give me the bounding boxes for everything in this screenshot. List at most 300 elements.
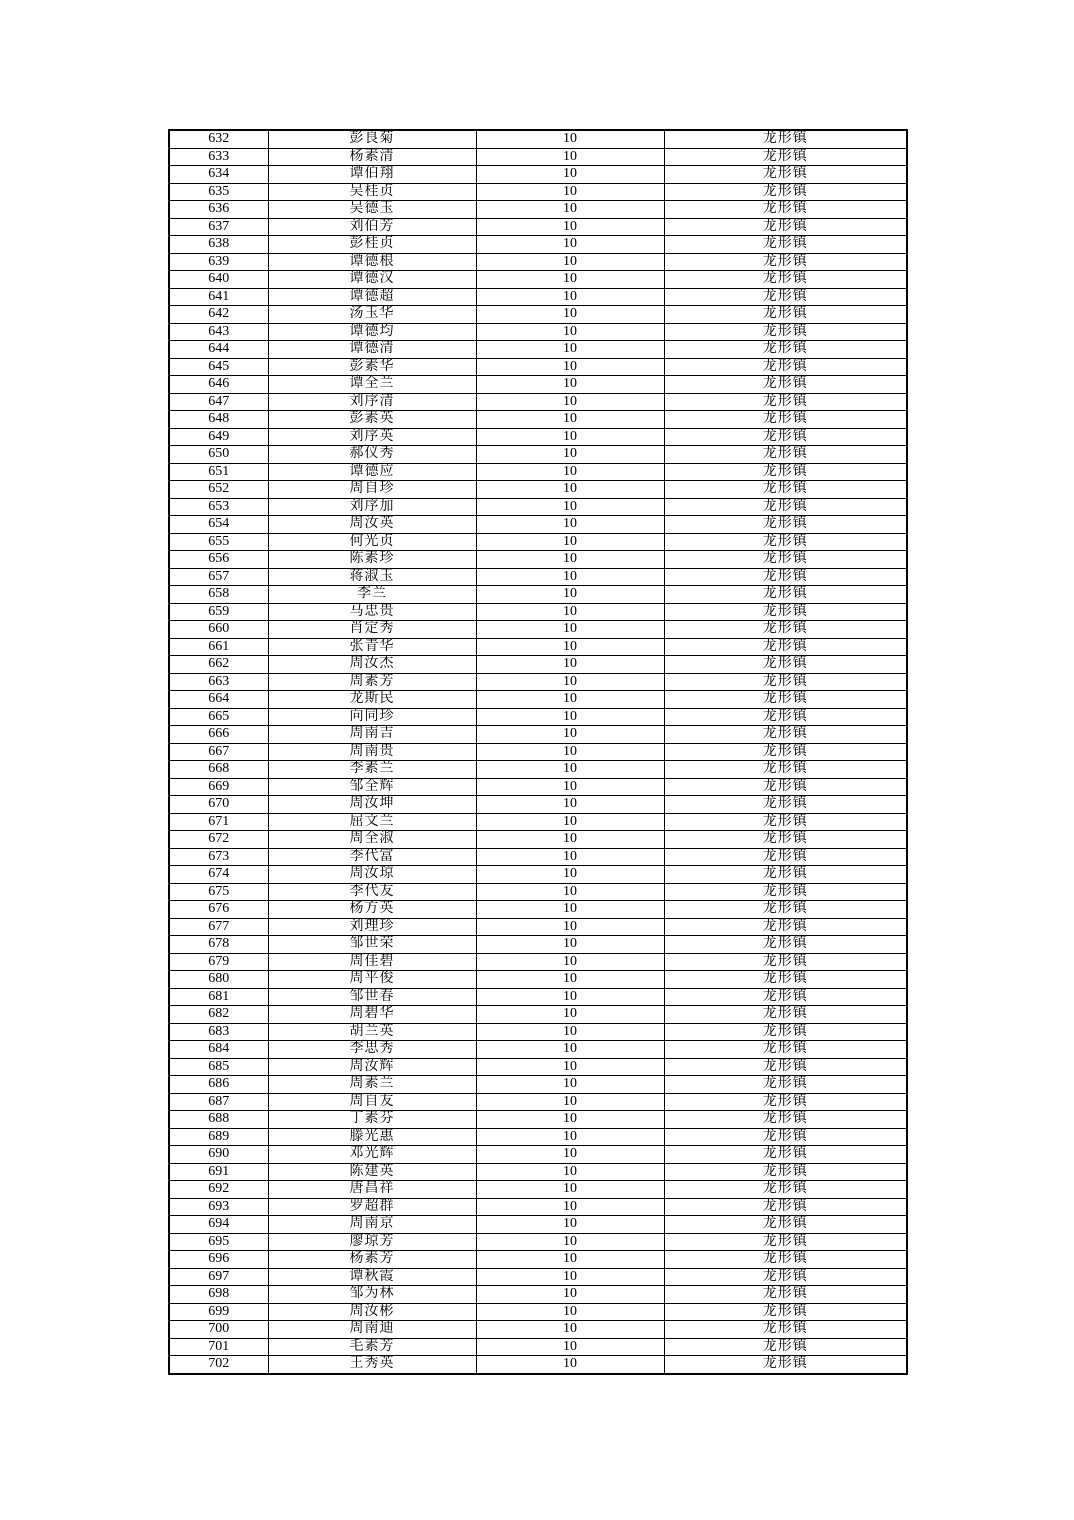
name-cell: 刘序加 bbox=[268, 498, 476, 516]
row-number-cell: 669 bbox=[169, 778, 268, 796]
table-row bbox=[169, 148, 907, 166]
name-cell: 谭德清 bbox=[268, 341, 476, 359]
table-row bbox=[169, 166, 907, 184]
row-number-cell: 673 bbox=[169, 848, 268, 866]
name-cell: 李素兰 bbox=[268, 761, 476, 779]
table-row bbox=[169, 1128, 907, 1146]
amount-cell: 10 bbox=[476, 603, 664, 621]
amount-cell: 10 bbox=[476, 236, 664, 254]
table-row bbox=[169, 236, 907, 254]
name-cell: 杨方英 bbox=[268, 901, 476, 919]
table-row bbox=[169, 743, 907, 761]
amount-cell: 10 bbox=[476, 498, 664, 516]
table-row bbox=[169, 551, 907, 569]
amount-cell: 10 bbox=[476, 796, 664, 814]
table-row bbox=[169, 1216, 907, 1234]
town-cell: 龙形镇 bbox=[664, 306, 907, 324]
table-row bbox=[169, 586, 907, 604]
town-cell: 龙形镇 bbox=[664, 796, 907, 814]
amount-cell: 10 bbox=[476, 1216, 664, 1234]
amount-cell: 10 bbox=[476, 726, 664, 744]
town-cell: 龙形镇 bbox=[664, 1338, 907, 1356]
town-cell: 龙形镇 bbox=[664, 1006, 907, 1024]
row-number-cell: 678 bbox=[169, 936, 268, 954]
row-number-cell: 658 bbox=[169, 586, 268, 604]
row-number-cell: 670 bbox=[169, 796, 268, 814]
name-cell: 杨素芳 bbox=[268, 1251, 476, 1269]
name-cell: 丁素芬 bbox=[268, 1111, 476, 1129]
town-cell: 龙形镇 bbox=[664, 516, 907, 534]
town-cell: 龙形镇 bbox=[664, 813, 907, 831]
table-row bbox=[169, 393, 907, 411]
town-cell: 龙形镇 bbox=[664, 1286, 907, 1304]
name-cell: 滕光惠 bbox=[268, 1128, 476, 1146]
town-cell: 龙形镇 bbox=[664, 288, 907, 306]
table-row bbox=[169, 288, 907, 306]
amount-cell: 10 bbox=[476, 1286, 664, 1304]
row-number-cell: 649 bbox=[169, 428, 268, 446]
name-cell: 周自友 bbox=[268, 1093, 476, 1111]
row-number-cell: 679 bbox=[169, 953, 268, 971]
amount-cell: 10 bbox=[476, 953, 664, 971]
town-cell: 龙形镇 bbox=[664, 236, 907, 254]
table-row bbox=[169, 1111, 907, 1129]
row-number-cell: 632 bbox=[169, 130, 268, 148]
row-number-cell: 689 bbox=[169, 1128, 268, 1146]
row-number-cell: 680 bbox=[169, 971, 268, 989]
town-cell: 龙形镇 bbox=[664, 1076, 907, 1094]
table-row bbox=[169, 341, 907, 359]
row-number-cell: 676 bbox=[169, 901, 268, 919]
row-number-cell: 692 bbox=[169, 1181, 268, 1199]
amount-cell: 10 bbox=[476, 936, 664, 954]
amount-cell: 10 bbox=[476, 1146, 664, 1164]
row-number-cell: 639 bbox=[169, 253, 268, 271]
town-cell: 龙形镇 bbox=[664, 1251, 907, 1269]
row-number-cell: 634 bbox=[169, 166, 268, 184]
town-cell: 龙形镇 bbox=[664, 708, 907, 726]
row-number-cell: 665 bbox=[169, 708, 268, 726]
table-row bbox=[169, 1338, 907, 1356]
amount-cell: 10 bbox=[476, 166, 664, 184]
name-cell: 何光贞 bbox=[268, 533, 476, 551]
name-cell: 罗超群 bbox=[268, 1198, 476, 1216]
name-cell: 向同珍 bbox=[268, 708, 476, 726]
name-cell: 周汝坤 bbox=[268, 796, 476, 814]
town-cell: 龙形镇 bbox=[664, 743, 907, 761]
town-cell: 龙形镇 bbox=[664, 1216, 907, 1234]
amount-cell: 10 bbox=[476, 1111, 664, 1129]
name-cell: 周全淑 bbox=[268, 831, 476, 849]
row-number-cell: 641 bbox=[169, 288, 268, 306]
row-number-cell: 640 bbox=[169, 271, 268, 289]
table-row bbox=[169, 708, 907, 726]
amount-cell: 10 bbox=[476, 691, 664, 709]
name-cell: 彭桂贞 bbox=[268, 236, 476, 254]
town-cell: 龙形镇 bbox=[664, 1321, 907, 1339]
amount-cell: 10 bbox=[476, 673, 664, 691]
row-number-cell: 659 bbox=[169, 603, 268, 621]
town-cell: 龙形镇 bbox=[664, 1128, 907, 1146]
row-number-cell: 656 bbox=[169, 551, 268, 569]
row-number-cell: 694 bbox=[169, 1216, 268, 1234]
amount-cell: 10 bbox=[476, 218, 664, 236]
name-cell: 周平俊 bbox=[268, 971, 476, 989]
amount-cell: 10 bbox=[476, 516, 664, 534]
name-cell: 谭德超 bbox=[268, 288, 476, 306]
table-row bbox=[169, 271, 907, 289]
name-cell: 周自珍 bbox=[268, 481, 476, 499]
name-cell: 唐昌祥 bbox=[268, 1181, 476, 1199]
name-cell: 谭伯翔 bbox=[268, 166, 476, 184]
town-cell: 龙形镇 bbox=[664, 271, 907, 289]
amount-cell: 10 bbox=[476, 1338, 664, 1356]
amount-cell: 10 bbox=[476, 1198, 664, 1216]
amount-cell: 10 bbox=[476, 1268, 664, 1286]
name-cell: 王秀英 bbox=[268, 1356, 476, 1374]
row-number-cell: 684 bbox=[169, 1041, 268, 1059]
name-cell: 龙斯民 bbox=[268, 691, 476, 709]
name-cell: 李思秀 bbox=[268, 1041, 476, 1059]
town-cell: 龙形镇 bbox=[664, 936, 907, 954]
town-cell: 龙形镇 bbox=[664, 1163, 907, 1181]
town-cell: 龙形镇 bbox=[664, 568, 907, 586]
row-number-cell: 685 bbox=[169, 1058, 268, 1076]
row-number-cell: 661 bbox=[169, 638, 268, 656]
table-row bbox=[169, 656, 907, 674]
table-row bbox=[169, 761, 907, 779]
amount-cell: 10 bbox=[476, 656, 664, 674]
amount-cell: 10 bbox=[476, 428, 664, 446]
row-number-cell: 667 bbox=[169, 743, 268, 761]
town-cell: 龙形镇 bbox=[664, 586, 907, 604]
town-cell: 龙形镇 bbox=[664, 1023, 907, 1041]
town-cell: 龙形镇 bbox=[664, 166, 907, 184]
table-row bbox=[169, 603, 907, 621]
amount-cell: 10 bbox=[476, 813, 664, 831]
table-row bbox=[169, 358, 907, 376]
name-cell: 吴桂贞 bbox=[268, 183, 476, 201]
name-cell: 周南京 bbox=[268, 1216, 476, 1234]
name-cell: 李兰 bbox=[268, 586, 476, 604]
amount-cell: 10 bbox=[476, 848, 664, 866]
table-row bbox=[169, 901, 907, 919]
row-number-cell: 642 bbox=[169, 306, 268, 324]
town-cell: 龙形镇 bbox=[664, 1303, 907, 1321]
table-row bbox=[169, 323, 907, 341]
amount-cell: 10 bbox=[476, 1303, 664, 1321]
town-cell: 龙形镇 bbox=[664, 971, 907, 989]
name-cell: 胡兰英 bbox=[268, 1023, 476, 1041]
table-row bbox=[169, 1023, 907, 1041]
table-row bbox=[169, 428, 907, 446]
name-cell: 李代友 bbox=[268, 883, 476, 901]
row-number-cell: 687 bbox=[169, 1093, 268, 1111]
town-cell: 龙形镇 bbox=[664, 183, 907, 201]
name-cell: 彭良菊 bbox=[268, 130, 476, 148]
town-cell: 龙形镇 bbox=[664, 831, 907, 849]
table-row bbox=[169, 691, 907, 709]
town-cell: 龙形镇 bbox=[664, 778, 907, 796]
name-cell: 肖定秀 bbox=[268, 621, 476, 639]
table-row bbox=[169, 778, 907, 796]
table-row bbox=[169, 1006, 907, 1024]
town-cell: 龙形镇 bbox=[664, 603, 907, 621]
town-cell: 龙形镇 bbox=[664, 1356, 907, 1374]
amount-cell: 10 bbox=[476, 341, 664, 359]
table-row bbox=[169, 673, 907, 691]
table-row bbox=[169, 848, 907, 866]
town-cell: 龙形镇 bbox=[664, 393, 907, 411]
name-cell: 邓光辉 bbox=[268, 1146, 476, 1164]
name-cell: 谭德均 bbox=[268, 323, 476, 341]
town-cell: 龙形镇 bbox=[664, 376, 907, 394]
name-cell: 李代富 bbox=[268, 848, 476, 866]
row-number-cell: 691 bbox=[169, 1163, 268, 1181]
row-number-cell: 645 bbox=[169, 358, 268, 376]
name-cell: 刘序英 bbox=[268, 428, 476, 446]
amount-cell: 10 bbox=[476, 1058, 664, 1076]
amount-cell: 10 bbox=[476, 358, 664, 376]
town-cell: 龙形镇 bbox=[664, 953, 907, 971]
name-cell: 周汝杰 bbox=[268, 656, 476, 674]
amount-cell: 10 bbox=[476, 831, 664, 849]
table-row bbox=[169, 516, 907, 534]
amount-cell: 10 bbox=[476, 1181, 664, 1199]
name-cell: 谭全兰 bbox=[268, 376, 476, 394]
table-row bbox=[169, 1321, 907, 1339]
amount-cell: 10 bbox=[476, 743, 664, 761]
town-cell: 龙形镇 bbox=[664, 883, 907, 901]
name-cell: 屈文兰 bbox=[268, 813, 476, 831]
table-row bbox=[169, 183, 907, 201]
row-number-cell: 651 bbox=[169, 463, 268, 481]
town-cell: 龙形镇 bbox=[664, 1268, 907, 1286]
town-cell: 龙形镇 bbox=[664, 498, 907, 516]
amount-cell: 10 bbox=[476, 1251, 664, 1269]
amount-cell: 10 bbox=[476, 551, 664, 569]
row-number-cell: 654 bbox=[169, 516, 268, 534]
table-row bbox=[169, 1058, 907, 1076]
amount-cell: 10 bbox=[476, 1041, 664, 1059]
amount-cell: 10 bbox=[476, 761, 664, 779]
amount-cell: 10 bbox=[476, 1321, 664, 1339]
name-cell: 廖琼芳 bbox=[268, 1233, 476, 1251]
row-number-cell: 686 bbox=[169, 1076, 268, 1094]
amount-cell: 10 bbox=[476, 1076, 664, 1094]
row-number-cell: 674 bbox=[169, 866, 268, 884]
table-row bbox=[169, 918, 907, 936]
name-cell: 周汝琼 bbox=[268, 866, 476, 884]
amount-cell: 10 bbox=[476, 883, 664, 901]
town-cell: 龙形镇 bbox=[664, 988, 907, 1006]
town-cell: 龙形镇 bbox=[664, 866, 907, 884]
name-cell: 马忠贵 bbox=[268, 603, 476, 621]
row-number-cell: 702 bbox=[169, 1356, 268, 1374]
town-cell: 龙形镇 bbox=[664, 148, 907, 166]
name-cell: 郝仪秀 bbox=[268, 446, 476, 464]
amount-cell: 10 bbox=[476, 271, 664, 289]
amount-cell: 10 bbox=[476, 288, 664, 306]
town-cell: 龙形镇 bbox=[664, 621, 907, 639]
table-row bbox=[169, 796, 907, 814]
row-number-cell: 682 bbox=[169, 1006, 268, 1024]
amount-cell: 10 bbox=[476, 638, 664, 656]
row-number-cell: 688 bbox=[169, 1111, 268, 1129]
row-number-cell: 697 bbox=[169, 1268, 268, 1286]
name-cell: 彭素华 bbox=[268, 358, 476, 376]
row-number-cell: 696 bbox=[169, 1251, 268, 1269]
name-cell: 谭德汉 bbox=[268, 271, 476, 289]
roster-table bbox=[168, 129, 908, 1375]
row-number-cell: 644 bbox=[169, 341, 268, 359]
table-row bbox=[169, 498, 907, 516]
amount-cell: 10 bbox=[476, 323, 664, 341]
table-row bbox=[169, 953, 907, 971]
row-number-cell: 662 bbox=[169, 656, 268, 674]
table-row bbox=[169, 936, 907, 954]
name-cell: 吴德玉 bbox=[268, 201, 476, 219]
town-cell: 龙形镇 bbox=[664, 201, 907, 219]
roster-table-body bbox=[169, 130, 907, 1374]
amount-cell: 10 bbox=[476, 306, 664, 324]
table-row bbox=[169, 201, 907, 219]
town-cell: 龙形镇 bbox=[664, 323, 907, 341]
name-cell: 谭秋霞 bbox=[268, 1268, 476, 1286]
row-number-cell: 647 bbox=[169, 393, 268, 411]
town-cell: 龙形镇 bbox=[664, 761, 907, 779]
amount-cell: 10 bbox=[476, 446, 664, 464]
amount-cell: 10 bbox=[476, 201, 664, 219]
amount-cell: 10 bbox=[476, 1163, 664, 1181]
town-cell: 龙形镇 bbox=[664, 358, 907, 376]
amount-cell: 10 bbox=[476, 183, 664, 201]
table-row bbox=[169, 883, 907, 901]
town-cell: 龙形镇 bbox=[664, 1233, 907, 1251]
name-cell: 邹世春 bbox=[268, 988, 476, 1006]
amount-cell: 10 bbox=[476, 1128, 664, 1146]
town-cell: 龙形镇 bbox=[664, 1093, 907, 1111]
town-cell: 龙形镇 bbox=[664, 656, 907, 674]
row-number-cell: 695 bbox=[169, 1233, 268, 1251]
amount-cell: 10 bbox=[476, 253, 664, 271]
name-cell: 邹世荣 bbox=[268, 936, 476, 954]
town-cell: 龙形镇 bbox=[664, 726, 907, 744]
table-row bbox=[169, 1303, 907, 1321]
town-cell: 龙形镇 bbox=[664, 691, 907, 709]
name-cell: 周素兰 bbox=[268, 1076, 476, 1094]
name-cell: 刘序清 bbox=[268, 393, 476, 411]
name-cell: 周素芳 bbox=[268, 673, 476, 691]
town-cell: 龙形镇 bbox=[664, 1181, 907, 1199]
table-row bbox=[169, 411, 907, 429]
table-row bbox=[169, 1268, 907, 1286]
town-cell: 龙形镇 bbox=[664, 673, 907, 691]
row-number-cell: 637 bbox=[169, 218, 268, 236]
amount-cell: 10 bbox=[476, 918, 664, 936]
row-number-cell: 666 bbox=[169, 726, 268, 744]
name-cell: 周南吉 bbox=[268, 726, 476, 744]
amount-cell: 10 bbox=[476, 1023, 664, 1041]
amount-cell: 10 bbox=[476, 411, 664, 429]
name-cell: 周南贵 bbox=[268, 743, 476, 761]
amount-cell: 10 bbox=[476, 1006, 664, 1024]
amount-cell: 10 bbox=[476, 393, 664, 411]
row-number-cell: 671 bbox=[169, 813, 268, 831]
amount-cell: 10 bbox=[476, 708, 664, 726]
name-cell: 邹全辉 bbox=[268, 778, 476, 796]
amount-cell: 10 bbox=[476, 971, 664, 989]
amount-cell: 10 bbox=[476, 586, 664, 604]
table-row bbox=[169, 813, 907, 831]
amount-cell: 10 bbox=[476, 148, 664, 166]
town-cell: 龙形镇 bbox=[664, 1111, 907, 1129]
name-cell: 周佳碧 bbox=[268, 953, 476, 971]
name-cell: 张青华 bbox=[268, 638, 476, 656]
name-cell: 谭德应 bbox=[268, 463, 476, 481]
amount-cell: 10 bbox=[476, 1356, 664, 1374]
table-row bbox=[169, 253, 907, 271]
table-row bbox=[169, 621, 907, 639]
town-cell: 龙形镇 bbox=[664, 918, 907, 936]
town-cell: 龙形镇 bbox=[664, 411, 907, 429]
amount-cell: 10 bbox=[476, 533, 664, 551]
row-number-cell: 681 bbox=[169, 988, 268, 1006]
name-cell: 汤玉华 bbox=[268, 306, 476, 324]
table-row bbox=[169, 481, 907, 499]
table-row bbox=[169, 831, 907, 849]
row-number-cell: 668 bbox=[169, 761, 268, 779]
name-cell: 周南迪 bbox=[268, 1321, 476, 1339]
town-cell: 龙形镇 bbox=[664, 848, 907, 866]
table-row bbox=[169, 1198, 907, 1216]
row-number-cell: 660 bbox=[169, 621, 268, 639]
table-row bbox=[169, 866, 907, 884]
name-cell: 邹为林 bbox=[268, 1286, 476, 1304]
table-row bbox=[169, 1163, 907, 1181]
row-number-cell: 633 bbox=[169, 148, 268, 166]
town-cell: 龙形镇 bbox=[664, 428, 907, 446]
name-cell: 陈建英 bbox=[268, 1163, 476, 1181]
table-row bbox=[169, 726, 907, 744]
amount-cell: 10 bbox=[476, 130, 664, 148]
name-cell: 刘理珍 bbox=[268, 918, 476, 936]
row-number-cell: 657 bbox=[169, 568, 268, 586]
row-number-cell: 646 bbox=[169, 376, 268, 394]
table-row bbox=[169, 1146, 907, 1164]
table-row bbox=[169, 1251, 907, 1269]
table-row bbox=[169, 218, 907, 236]
row-number-cell: 650 bbox=[169, 446, 268, 464]
name-cell: 刘伯芳 bbox=[268, 218, 476, 236]
town-cell: 龙形镇 bbox=[664, 533, 907, 551]
amount-cell: 10 bbox=[476, 778, 664, 796]
town-cell: 龙形镇 bbox=[664, 1198, 907, 1216]
table-row bbox=[169, 376, 907, 394]
town-cell: 龙形镇 bbox=[664, 1041, 907, 1059]
name-cell: 陈素珍 bbox=[268, 551, 476, 569]
row-number-cell: 643 bbox=[169, 323, 268, 341]
row-number-cell: 683 bbox=[169, 1023, 268, 1041]
town-cell: 龙形镇 bbox=[664, 130, 907, 148]
table-row bbox=[169, 446, 907, 464]
name-cell: 杨素清 bbox=[268, 148, 476, 166]
name-cell: 周汝英 bbox=[268, 516, 476, 534]
town-cell: 龙形镇 bbox=[664, 1058, 907, 1076]
amount-cell: 10 bbox=[476, 901, 664, 919]
table-row bbox=[169, 463, 907, 481]
amount-cell: 10 bbox=[476, 1093, 664, 1111]
